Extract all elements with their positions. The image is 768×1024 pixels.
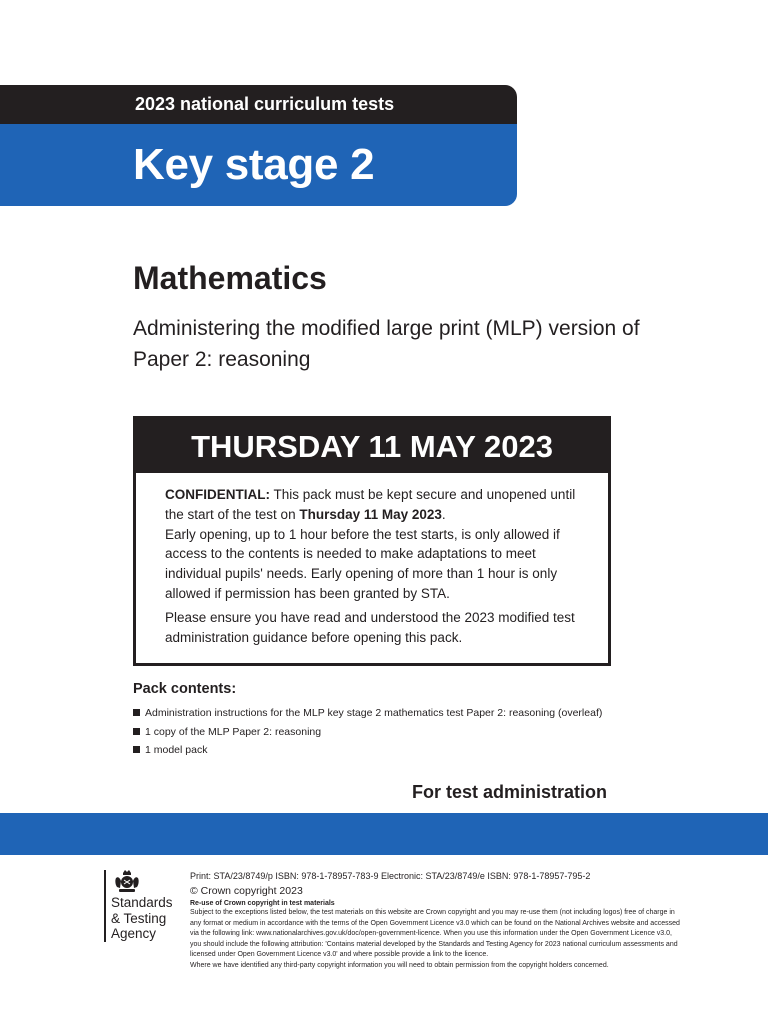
tests-label: 2023 national curriculum tests xyxy=(135,94,395,114)
guidance-text: Please ensure you have read and understood the 2023 modified test administration guidance before opening this pack. xyxy=(165,609,575,645)
test-date: THURSDAY 11 MAY 2023 xyxy=(136,419,608,473)
reuse-text: Subject to the exceptions listed below, the test materials on this website are Crown copyright and you may re-use them (not including logos) free of charge in any format or medium in accordance with the terms of the Open Government Licence v3.0 which can be found on the National Archives website and accessed via the following link: www.nationalarchives.gov.uk/doc/open-government-licence. When you use this information under the Open Government Licence v3.0, you should include the following attribution: 'Contains material developed by the Standards and Testing Agency for 2023 national curriculum assessments and licensed under Open Government Licence v3.0' and where possible provide a link to the licence. xyxy=(190,909,680,959)
early-opening-text: Early opening, up to 1 hour before the test starts, is only allowed if access to the contents is needed to make adaptations to meet individual pupils' needs. Early opening of more than 1 hour is only allowed if permission has been granted by STA. xyxy=(165,526,560,601)
for-test-administration: For test administration xyxy=(412,782,608,802)
bullet-square-icon xyxy=(133,728,140,735)
reuse-heading: Re-use of Crown copyright in test materials xyxy=(190,900,335,907)
list-item: 1 model pack xyxy=(133,741,602,760)
bullet-square-icon xyxy=(133,746,140,753)
list-item: 1 copy of the MLP Paper 2: reasoning xyxy=(133,723,602,742)
sta-logo xyxy=(104,870,186,942)
list-item: Administration instructions for the MLP key stage 2 mathematics test Paper 2: reasoning (overleaf) xyxy=(133,704,602,723)
subject-title: Mathematics xyxy=(133,260,327,296)
pack-contents-heading: Pack contents: xyxy=(133,681,237,697)
third-party-text: Where we have identified any third-party copyright information you will need to obtain permission from the copyright holders concerned. xyxy=(190,961,609,969)
confidential-notice xyxy=(136,473,608,647)
stage-title: Key stage 2 xyxy=(133,140,375,189)
header-banner xyxy=(0,85,517,124)
confidential-label: CONFIDENTIAL: xyxy=(165,487,270,502)
bullet-square-icon xyxy=(133,709,140,716)
footer-band xyxy=(0,813,768,855)
footer-legal xyxy=(190,871,680,972)
publication-codes: Print: STA/23/8749/p ISBN: 978-1-78957-783-9 Electronic: STA/23/8749/e ISBN: 978-1-78957-795-2 xyxy=(190,871,591,881)
pack-contents-list xyxy=(133,704,602,760)
sta-logo-text: Standards & Testing Agency xyxy=(111,895,173,941)
test-date-box xyxy=(133,416,611,666)
stage-banner xyxy=(0,124,517,206)
confidential-date: Thursday 11 May 2023 xyxy=(299,506,442,522)
confidential-paragraph: CONFIDENTIAL: This pack must be kept secure and unopened until the start of the test on Thursday 11 May 2023. xyxy=(165,487,576,522)
copyright-line: © Crown copyright 2023 xyxy=(190,885,303,897)
subject-subtitle: Administering the modified large print (MLP) version of Paper 2: reasoning xyxy=(133,317,640,371)
